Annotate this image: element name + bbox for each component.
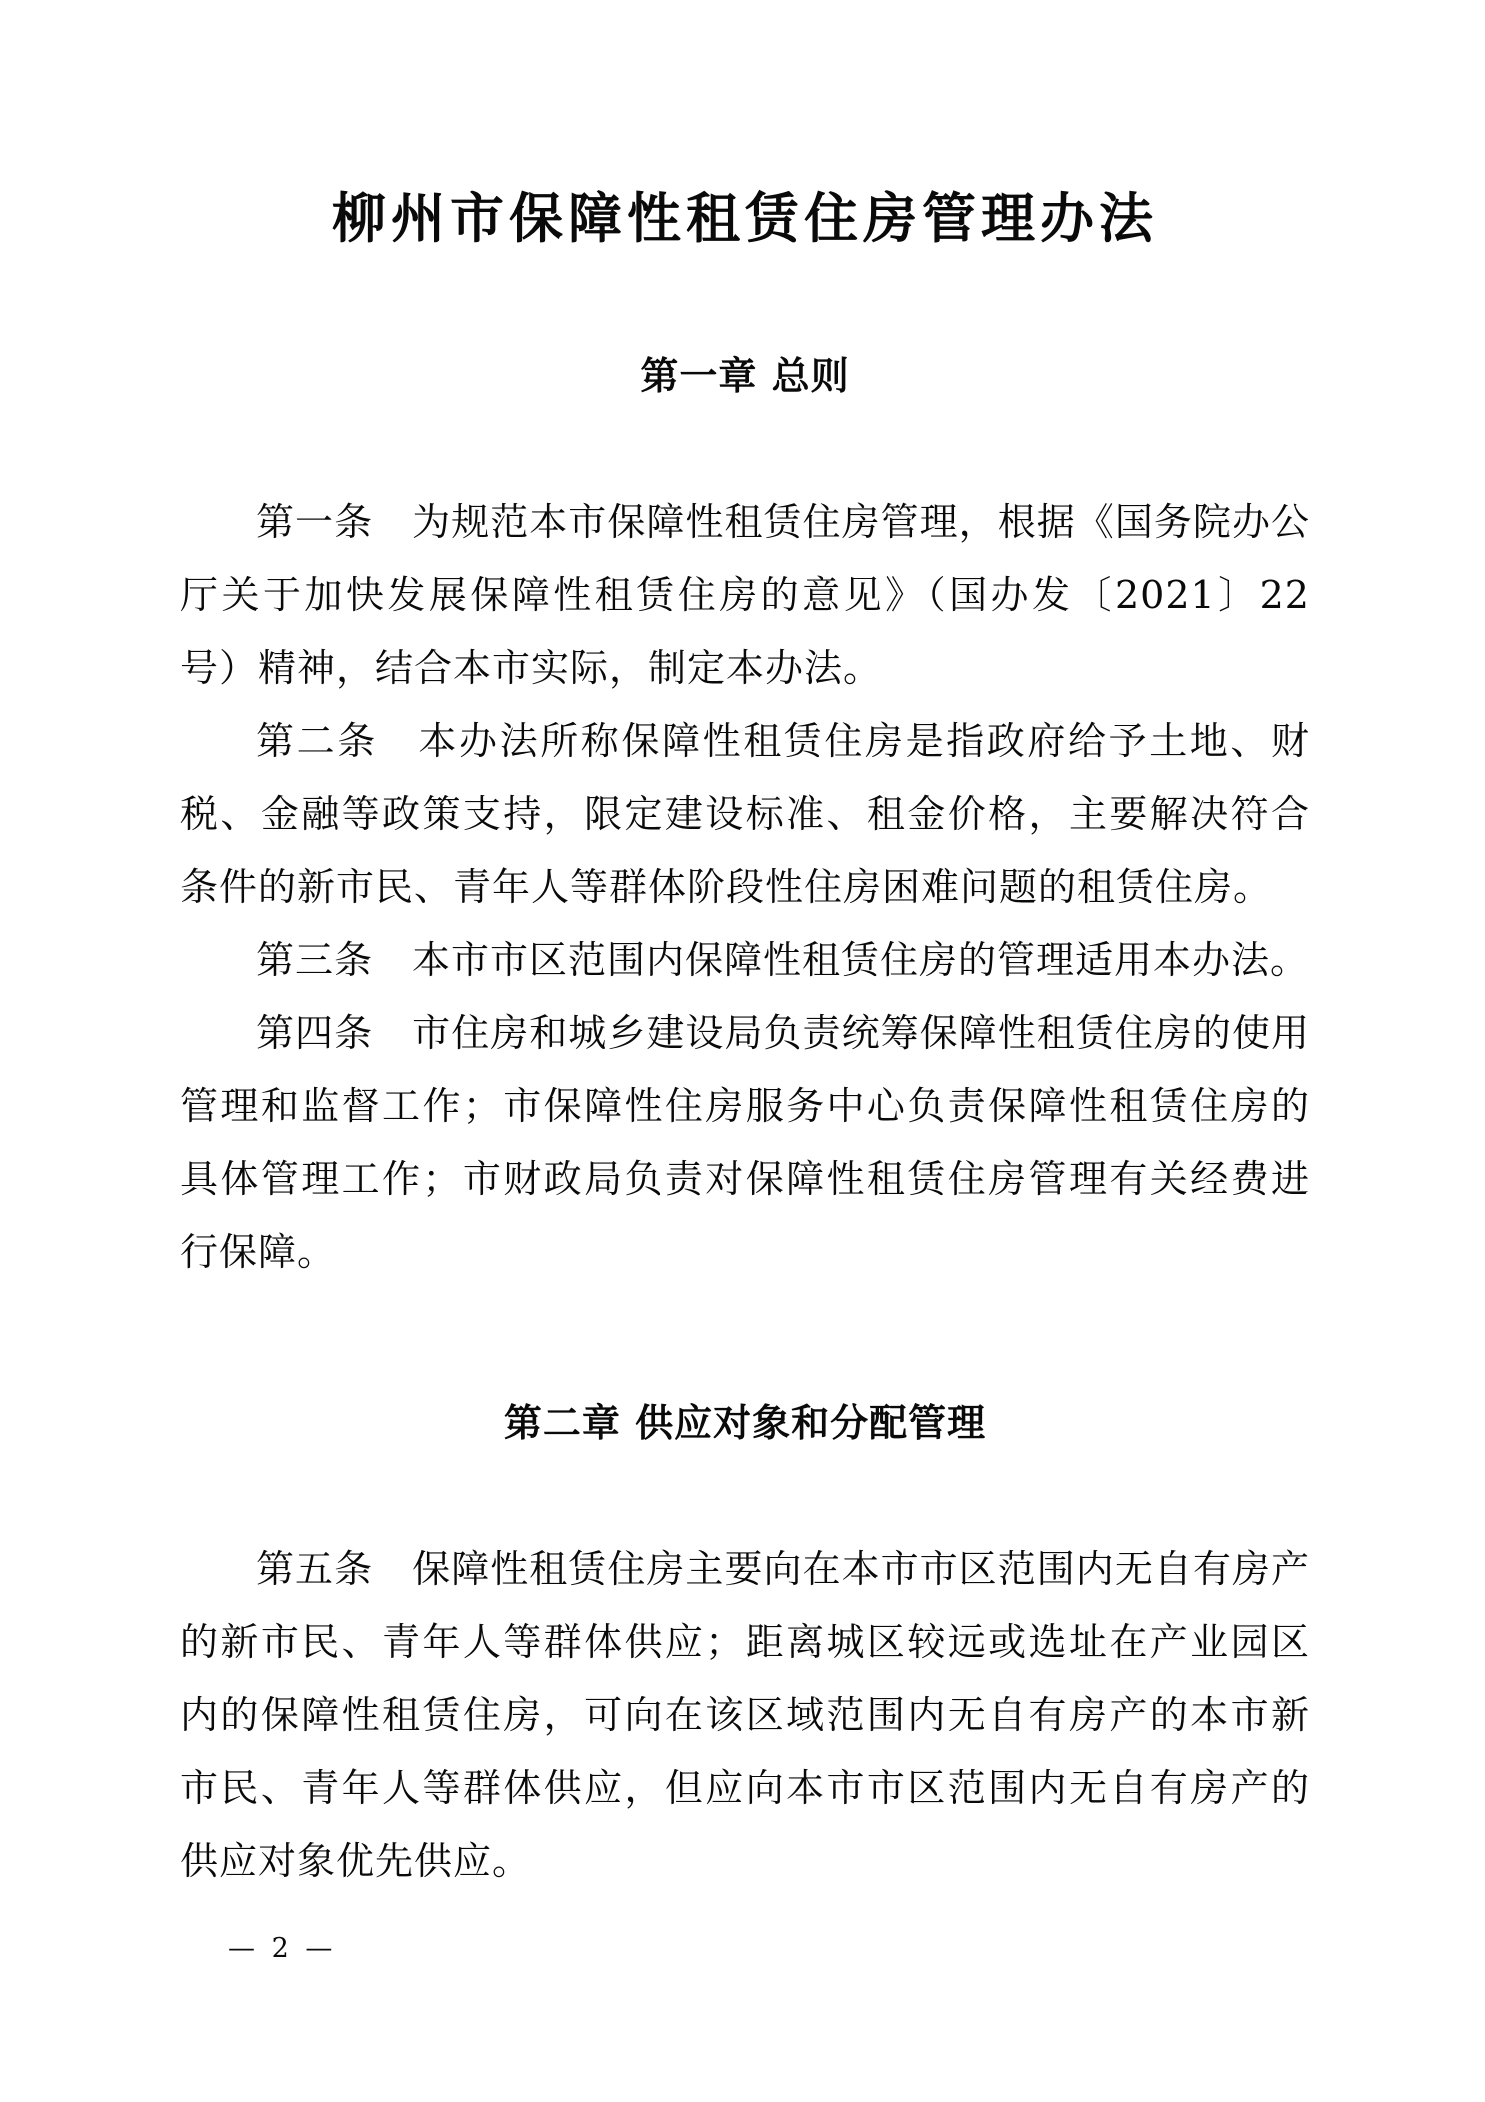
paragraph: 第二条 本办法所称保障性租赁住房是指政府给予土地、财税、金融等政策支持，限定建设标准、租金价格，主要解决符合条件的新市民、青年人等群体阶段性住房困难问题的租赁住房。 (180, 719, 1310, 909)
paragraph: 第五条 保障性租赁住房主要向在本市市区范围内无自有房产的新市民、青年人等群体供应；距离城区较远或选址在产业园区内的保障性租赁住房，可向在该区域范围内无自有房产的本市新市民、青年人等群体供应，但应向本市市区范围内无自有房产的供应对象优先供应。 (180, 1547, 1310, 1883)
page-number: — 2 — (228, 1933, 337, 1964)
chapter-general-provisions (180, 354, 1310, 1289)
paragraph: 第四条 市住房和城乡建设局负责统筹保障性租赁住房的使用管理和监督工作；市保障性住房服务中心负责保障性租赁住房的具体管理工作；市财政局负责对保障性租赁住房管理有关经费进行保障。 (180, 1011, 1310, 1274)
chapter-2-heading: 第二章 供应对象和分配管理 (503, 1401, 987, 1445)
paragraph: 第三条 本市市区范围内保障性租赁住房的管理适用本办法。 (256, 938, 1310, 982)
chapter-2-paragraphs (180, 1533, 1310, 1898)
paragraph: 第一条 为规范本市保障性租赁住房管理，根据《国务院办公厅关于加快发展保障性租赁住房的意见》（国办发〔2021〕22 号）精神，结合本市实际，制定本办法。 (180, 500, 1310, 690)
document-title: 柳州市保障性租赁住房管理办法 (332, 186, 1158, 250)
chapter-1-paragraphs (180, 486, 1310, 1289)
chapter-supply-and-allocation (180, 1401, 1310, 1898)
chapter-1-heading: 第一章 总则 (640, 354, 850, 398)
